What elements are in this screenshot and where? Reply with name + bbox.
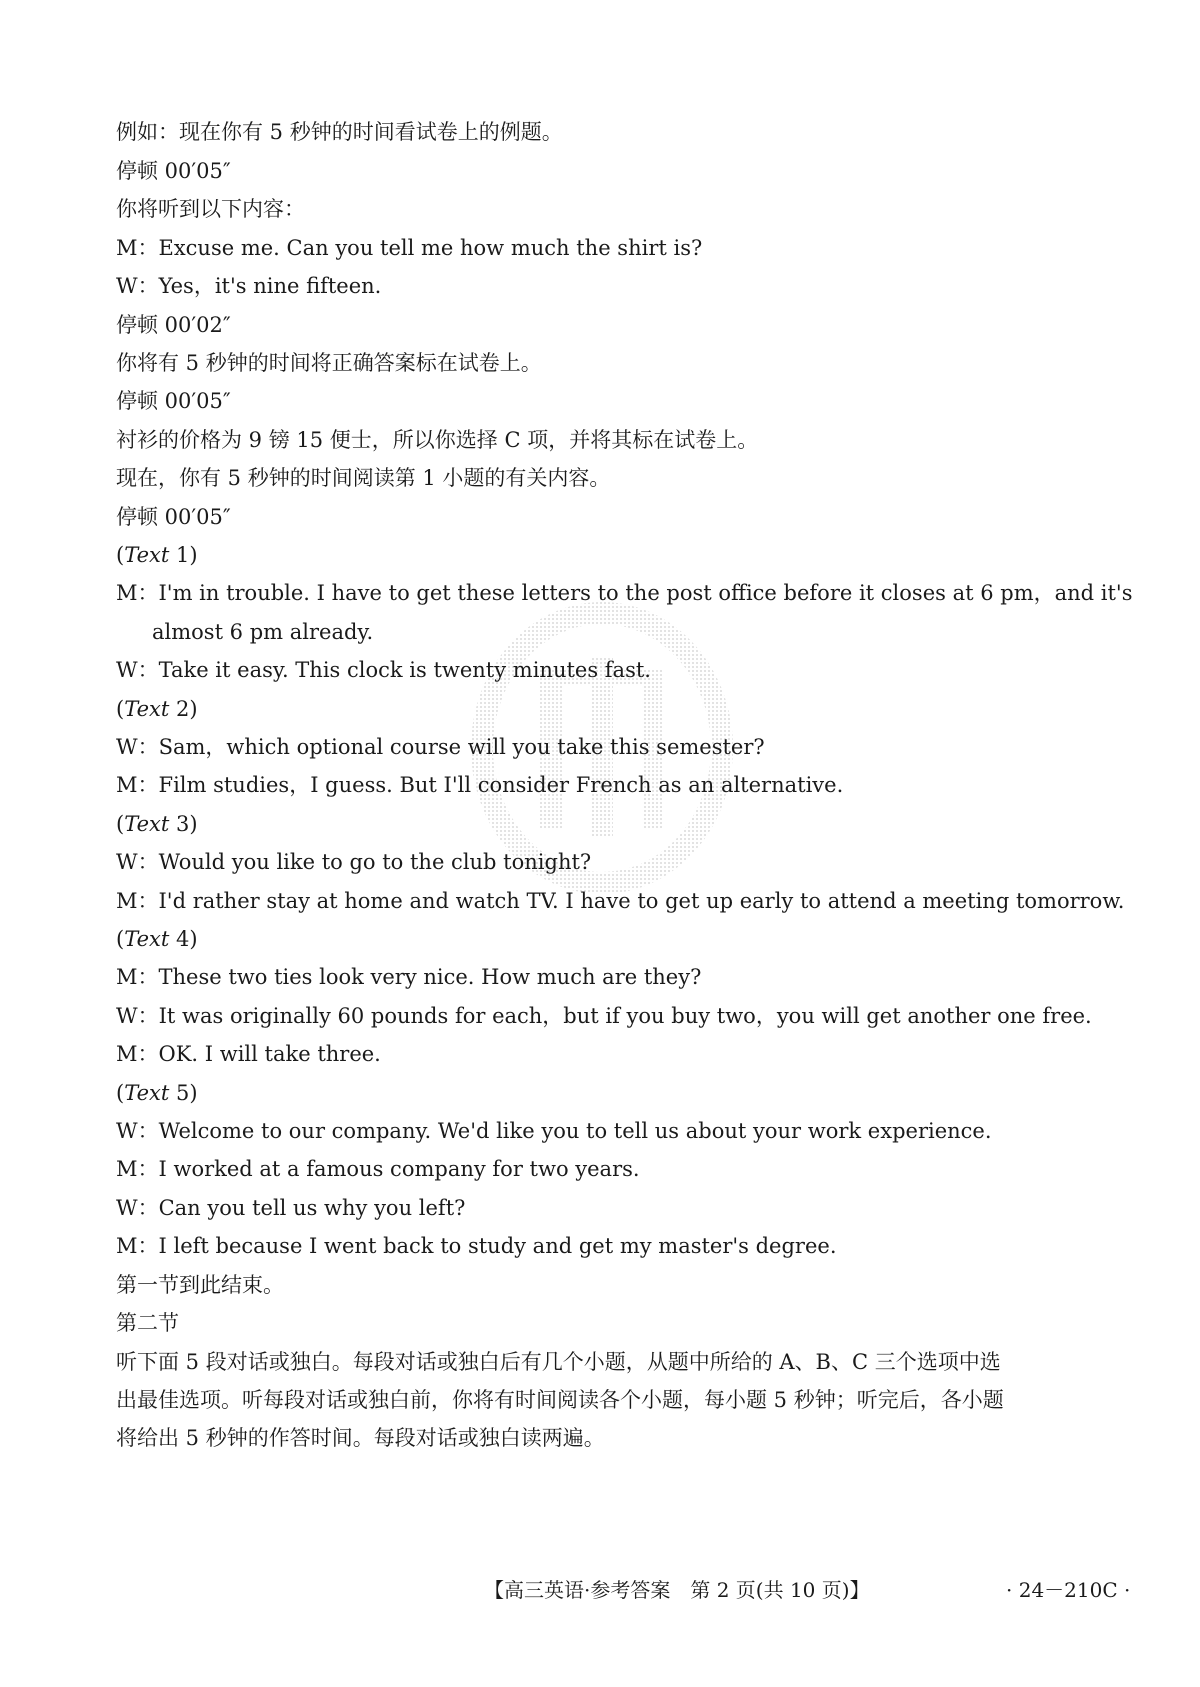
text-line: 你将有 5 秒钟的时间将正确答案标在试卷上。 [116, 351, 542, 375]
instruction-line: 将给出 5 秒钟的作答时间。每段对话或独白读两遍。 [116, 1426, 605, 1450]
dialogue-line: W：Welcome to our company. We'd like you to tell us about your work experience. [116, 1119, 992, 1143]
text-line: 例如：现在你有 5 秒钟的时间看试卷上的例题。 [116, 120, 563, 144]
text-label: Text [124, 1081, 170, 1105]
text-label: Text [124, 812, 170, 836]
dialogue-line: M：I worked at a famous company for two years. [116, 1157, 640, 1181]
text-number: 3 [175, 812, 190, 836]
text-line: 现在，你有 5 秒钟的时间阅读第 1 小题的有关内容。 [116, 466, 611, 490]
section-end-text: 第一节到此结束。 [116, 1273, 284, 1297]
dialogue-line: M：I left because I went back to study and get my master's degree. [116, 1234, 837, 1258]
text-number: 1 [175, 543, 190, 567]
text-section-label: (Text 5) [116, 1081, 198, 1105]
text-section-label: (Text 1) [116, 543, 198, 567]
footer-page-info: 【高三英语·参考答案 第 2 页(共 10 页)】 [484, 1578, 870, 1602]
dialogue-line: W：Can you tell us why you left? [116, 1196, 466, 1220]
dialogue-line: almost 6 pm already. [152, 620, 374, 644]
text-label: Text [124, 697, 170, 721]
instruction-line: 听下面 5 段对话或独白。每段对话或独白后有几个小题，从题中所给的 A、B、C 三个选项中选 [116, 1350, 1001, 1374]
dialogue-line: W：Would you like to go to the club tonight? [116, 850, 592, 874]
section-heading: 第二节 [116, 1311, 179, 1335]
text-section-label: (Text 4) [116, 927, 198, 951]
text-number: 5 [175, 1081, 190, 1105]
text-line: 停顿 00′05″ [116, 505, 231, 529]
dialogue-line: M：Excuse me. Can you tell me how much the shirt is? [116, 236, 703, 260]
text-line: 衬衫的价格为 9 镑 15 便士，所以你选择 C 项，并将其标在试卷上。 [116, 428, 759, 452]
dialogue-line: M：OK. I will take three. [116, 1042, 381, 1066]
text-number: 2 [175, 697, 190, 721]
dialogue-line: M：I'm in trouble. I have to get these letters to the post office before it closes at 6 pm，and it's [116, 581, 1133, 605]
dialogue-line: M：I'd rather stay at home and watch TV. I have to get up early to attend a meeting tomorrow. [116, 889, 1125, 913]
text-line: 你将听到以下内容： [116, 197, 305, 221]
text-line: 停顿 00′05″ [116, 389, 231, 413]
text-label: Text [124, 543, 170, 567]
dialogue-line: W：Take it easy. This clock is twenty minutes fast. [116, 658, 651, 682]
text-section-label: (Text 3) [116, 812, 198, 836]
dialogue-line: W：Yes，it's nine fifteen. [116, 274, 382, 298]
text-section-label: (Text 2) [116, 697, 198, 721]
footer-code: · 24－210C · [1006, 1578, 1131, 1602]
text-line: 停顿 00′02″ [116, 313, 231, 337]
dialogue-line: W：It was originally 60 pounds for each，but if you buy two，you will get another one free. [116, 1004, 1092, 1028]
text-number: 4 [175, 927, 190, 951]
dialogue-line: M：Film studies，I guess. But I'll consider French as an alternative. [116, 773, 844, 797]
text-label: Text [124, 927, 170, 951]
dialogue-line: W：Sam，which optional course will you take this semester? [116, 735, 765, 759]
instruction-line: 出最佳选项。听每段对话或独白前，你将有时间阅读各个小题，每小题 5 秒钟；听完后，各小题 [116, 1388, 1004, 1412]
text-line: 停顿 00′05″ [116, 159, 231, 183]
dialogue-line: M：These two ties look very nice. How much are they? [116, 965, 702, 989]
